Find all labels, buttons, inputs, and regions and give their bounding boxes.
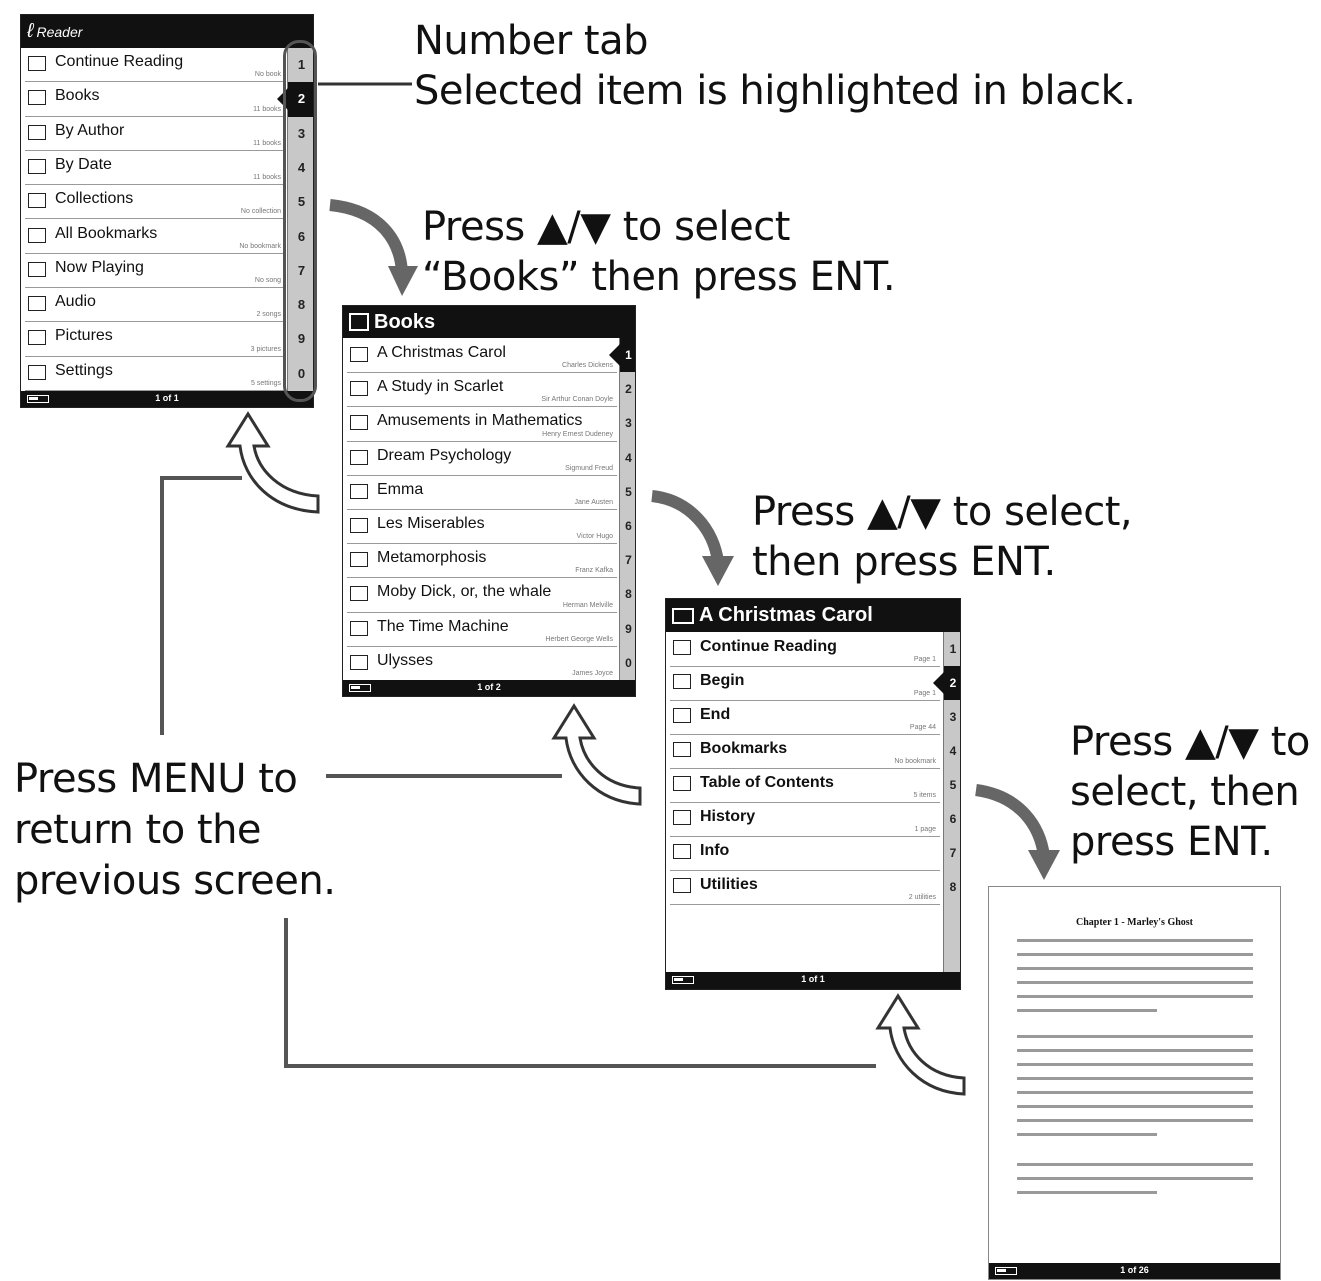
number-tab-annotation: Number tab Selected item is highlighted in black.: [414, 18, 1136, 114]
page-indicator: 1 of 2: [477, 682, 501, 692]
menu-item-subtitle: 5 settings: [251, 379, 281, 387]
book-title: A Christmas Carol: [699, 604, 873, 626]
menu-item-icon: [28, 262, 46, 277]
text-line: [1017, 953, 1253, 956]
back-arrow-3: [878, 996, 964, 1094]
number-tab-8[interactable]: 8: [625, 587, 632, 602]
menu-item-label: Audio: [55, 293, 96, 311]
menu-item-label: Utilities: [700, 876, 758, 893]
forward-arrow-2: [652, 496, 718, 562]
text-line: [1017, 995, 1253, 998]
number-tab-1[interactable]: 1: [620, 338, 636, 372]
text-line: [1017, 1119, 1253, 1122]
menu-item-icon: [350, 381, 368, 396]
number-tab-7[interactable]: 7: [297, 262, 306, 278]
menu-item[interactable]: [670, 633, 940, 667]
number-tab-5[interactable]: 5: [297, 194, 306, 210]
number-tab-5[interactable]: 5: [625, 484, 632, 499]
menu-item[interactable]: [670, 735, 940, 769]
menu-item-subtitle: Henry Ernest Dudeney: [542, 430, 613, 438]
reading-page-screen: [988, 886, 1281, 1280]
menu-item-icon: [28, 330, 46, 345]
menu-item[interactable]: [347, 578, 617, 612]
menu-item-label: Continue Reading: [55, 53, 184, 70]
menu-item-icon: [28, 159, 46, 174]
menu-item-label: Table of Contents: [700, 774, 834, 791]
text-line: [1017, 981, 1253, 984]
menu-item-label: Moby Dick, or, the whale: [377, 583, 552, 601]
menu-item-label: Now Playing: [55, 258, 144, 276]
number-tab-7[interactable]: 7: [949, 846, 957, 860]
menu-item-subtitle: 11 books: [253, 174, 281, 182]
menu-item-icon: [673, 844, 691, 859]
menu-item-label: Bookmarks: [700, 740, 788, 757]
menu-item-subtitle: 11 books: [253, 139, 281, 147]
books-grid-icon: [349, 313, 369, 331]
menu-item-label: Info: [700, 842, 730, 859]
menu-item[interactable]: [25, 322, 285, 356]
menu-item-icon: [350, 347, 368, 362]
menu-item-icon: [673, 810, 691, 825]
menu-item[interactable]: [347, 339, 617, 373]
page-indicator: 1 of 26: [1120, 1265, 1149, 1275]
text-line: [1017, 1009, 1157, 1012]
back-arrow-1: [228, 414, 318, 512]
forward-arrow-2-head: [702, 556, 734, 586]
menu-item[interactable]: [670, 667, 940, 701]
menu-item[interactable]: [347, 407, 617, 441]
menu-item-subtitle: Page 1: [913, 656, 936, 663]
menu-item-subtitle: Victor Hugo: [576, 533, 613, 541]
menu-item-icon: [28, 228, 46, 243]
menu-item-icon: [350, 655, 368, 670]
menu-item[interactable]: [347, 476, 617, 510]
menu-item-label: Continue Reading: [700, 638, 837, 655]
menu-item-icon: [28, 193, 46, 208]
menu-item-subtitle: No collection: [240, 208, 281, 216]
menu-item[interactable]: [347, 613, 617, 647]
status-bar: [666, 972, 960, 989]
menu-item-subtitle: No song: [254, 277, 281, 285]
menu-item-icon: [673, 708, 691, 723]
menu-item-icon: [28, 56, 46, 71]
number-tab-2[interactable]: 2: [944, 666, 961, 700]
number-tab-5[interactable]: 5: [949, 778, 957, 792]
text-line: [1017, 1035, 1253, 1038]
menu-item-icon: [350, 552, 368, 567]
menu-item-label: Ulysses: [377, 651, 434, 669]
menu-item[interactable]: [25, 357, 285, 391]
menu-item-subtitle: Sigmund Freud: [565, 464, 613, 472]
menu-item-subtitle: James Joyce: [572, 669, 613, 677]
menu-item-label: By Author: [55, 121, 125, 139]
page-indicator: 1 of 1: [155, 393, 179, 403]
number-tab-9[interactable]: 9: [297, 331, 306, 347]
menu-item-label: A Christmas Carol: [377, 344, 506, 361]
number-tab-9[interactable]: 9: [625, 621, 632, 636]
menu-item-label: Settings: [55, 361, 113, 379]
number-tab-1[interactable]: 1: [949, 642, 957, 656]
menu-item[interactable]: [25, 151, 285, 185]
menu-item-label: All Bookmarks: [55, 224, 158, 242]
menu-item-subtitle: No bookmark: [894, 758, 936, 765]
menu-item-subtitle: Herman Melville: [562, 601, 613, 609]
menu-item-icon: [28, 296, 46, 311]
menu-item-subtitle: Jane Austen: [574, 498, 613, 506]
step3-annotation: Press ▲/▼ to select, then press ENT.: [1070, 719, 1310, 865]
text-line: [1017, 1105, 1253, 1108]
menu-item-label: By Date: [55, 155, 112, 173]
menu-annotation: Press MENU to return to the previous screen.: [14, 756, 336, 904]
text-line: [1017, 1049, 1253, 1052]
menu-item-label: Emma: [377, 480, 424, 498]
text-line: [1017, 1163, 1253, 1166]
menu-item[interactable]: [347, 373, 617, 407]
menu-item[interactable]: [670, 769, 940, 803]
menu-item-label: History: [700, 808, 756, 825]
number-tab-3[interactable]: 3: [625, 416, 632, 431]
text-line: [1017, 1063, 1253, 1066]
menu-item[interactable]: [347, 510, 617, 544]
menu-item-icon: [28, 125, 46, 140]
number-tab-3[interactable]: 3: [949, 710, 957, 724]
forward-arrow-3-head: [1028, 850, 1060, 880]
menu-item-label: Begin: [700, 672, 745, 689]
number-tab-8[interactable]: 8: [297, 297, 306, 313]
menu-item-subtitle: No book: [254, 71, 281, 79]
menu-item[interactable]: [25, 48, 285, 82]
menu-item-icon: [350, 484, 368, 499]
forward-arrow-1: [330, 205, 402, 272]
menu-item[interactable]: [670, 871, 940, 905]
number-tab-0[interactable]: 0: [625, 655, 632, 670]
menu-item-subtitle: 2 utilities: [908, 894, 936, 901]
menu-item[interactable]: [25, 220, 285, 254]
number-tabs: [619, 338, 636, 682]
books-title: Books: [374, 310, 436, 333]
text-line: [1017, 1091, 1253, 1094]
menu-item-subtitle: 3 pictures: [250, 345, 281, 353]
number-tab-4[interactable]: 4: [625, 450, 632, 465]
step1-annotation: Press ▲/▼ to select “Books” then press ENT.: [422, 204, 896, 300]
books-title-bar: [343, 306, 635, 338]
menu-item[interactable]: [347, 544, 617, 578]
books-screen: [342, 305, 636, 697]
number-tab-3[interactable]: 3: [297, 125, 306, 141]
number-tab-highlight: [283, 40, 317, 402]
menu-item[interactable]: [25, 117, 285, 151]
menu-item-subtitle: Page 1: [913, 690, 936, 697]
number-tab-0[interactable]: 0: [297, 365, 306, 381]
status-bar: [21, 391, 313, 407]
menu-item-subtitle: Page 44: [909, 724, 936, 731]
menu-item-icon: [28, 90, 46, 105]
menu-item[interactable]: [347, 647, 617, 681]
text-line: [1017, 1077, 1253, 1080]
menu-item[interactable]: [670, 837, 940, 871]
menu-item-label: End: [700, 706, 731, 723]
menu-item-icon: [28, 365, 46, 380]
menu-item-label: Dream Psychology: [377, 446, 512, 464]
menu-item-icon: [350, 586, 368, 601]
book-options-screen: [665, 598, 961, 990]
number-tab-8[interactable]: 8: [949, 880, 957, 894]
number-tab-7[interactable]: 7: [625, 553, 632, 568]
menu-item[interactable]: [25, 82, 285, 116]
number-tabs: [943, 632, 961, 972]
menu-item-icon: [350, 415, 368, 430]
page-indicator: 1 of 1: [801, 974, 825, 984]
home-title-bar: [21, 15, 313, 48]
menu-item-subtitle: Charles Dickens: [562, 362, 613, 370]
number-tab-2[interactable]: 2: [288, 82, 314, 116]
menu-item-icon: [673, 674, 691, 689]
text-line: [1017, 1191, 1157, 1194]
menu-item[interactable]: [670, 701, 940, 735]
status-bar: [343, 680, 635, 696]
menu-item-icon: [673, 742, 691, 757]
menu-item-subtitle: Herbert George Wells: [545, 635, 613, 643]
number-tab-6[interactable]: 6: [949, 812, 957, 826]
number-tab-4[interactable]: 4: [949, 744, 957, 758]
forward-arrow-1-head: [388, 266, 418, 296]
number-tab-2[interactable]: 2: [625, 382, 632, 397]
forward-arrow-3: [976, 790, 1044, 856]
menu-item[interactable]: [670, 803, 940, 837]
step2-annotation: Press ▲/▼ to select, then press ENT.: [752, 489, 1133, 585]
menu-item-label: Collections: [55, 190, 134, 208]
menu-item-icon: [350, 621, 368, 636]
menu-item[interactable]: [25, 185, 285, 219]
menu-item-subtitle: No bookmark: [239, 242, 281, 250]
menu-item-label: The Time Machine: [377, 617, 509, 635]
menu-item-subtitle: 1 page: [914, 826, 936, 833]
menu-item-label: Pictures: [55, 327, 113, 345]
home-menu-screen: [20, 14, 314, 408]
menu-item-subtitle: Franz Kafka: [575, 567, 613, 575]
menu-item-label: A Study in Scarlet: [377, 378, 504, 396]
app-title: Reader: [36, 23, 83, 40]
text-line: [1017, 1133, 1157, 1136]
menu-item[interactable]: [25, 254, 285, 288]
back-arrow-2: [554, 706, 640, 804]
reader-logo-icon: ℓ: [27, 20, 34, 42]
menu-item-label: Metamorphosis: [377, 549, 487, 567]
menu-return-line-1: [162, 478, 242, 735]
menu-item[interactable]: [25, 288, 285, 322]
menu-item-label: Les Miserables: [377, 515, 485, 532]
book-title-bar: [666, 599, 960, 632]
menu-item-label: Amusements in Mathematics: [377, 412, 583, 430]
number-tab-1[interactable]: 1: [297, 57, 306, 72]
menu-item-icon: [673, 640, 691, 655]
chapter-title: Chapter 1 - Marley's Ghost: [1075, 917, 1194, 928]
text-line: [1017, 1177, 1253, 1180]
menu-item-icon: [673, 878, 691, 893]
menu-item-label: Books: [55, 87, 100, 105]
menu-item-icon: [673, 776, 691, 791]
menu-item[interactable]: [347, 442, 617, 476]
menu-item-subtitle: 11 books: [253, 105, 281, 113]
number-tab-6[interactable]: 6: [297, 228, 306, 244]
book-icon: [672, 608, 694, 624]
menu-item-icon: [350, 518, 368, 533]
number-tab-4[interactable]: 4: [297, 159, 306, 175]
menu-item-subtitle: Sir Arthur Conan Doyle: [541, 396, 613, 404]
menu-item-icon: [350, 450, 368, 465]
menu-item-subtitle: 2 songs: [256, 311, 281, 319]
menu-item-subtitle: 5 items: [913, 792, 936, 799]
text-line: [1017, 939, 1253, 942]
text-line: [1017, 967, 1253, 970]
status-bar: [989, 1263, 1280, 1279]
number-tab-6[interactable]: 6: [625, 519, 632, 533]
